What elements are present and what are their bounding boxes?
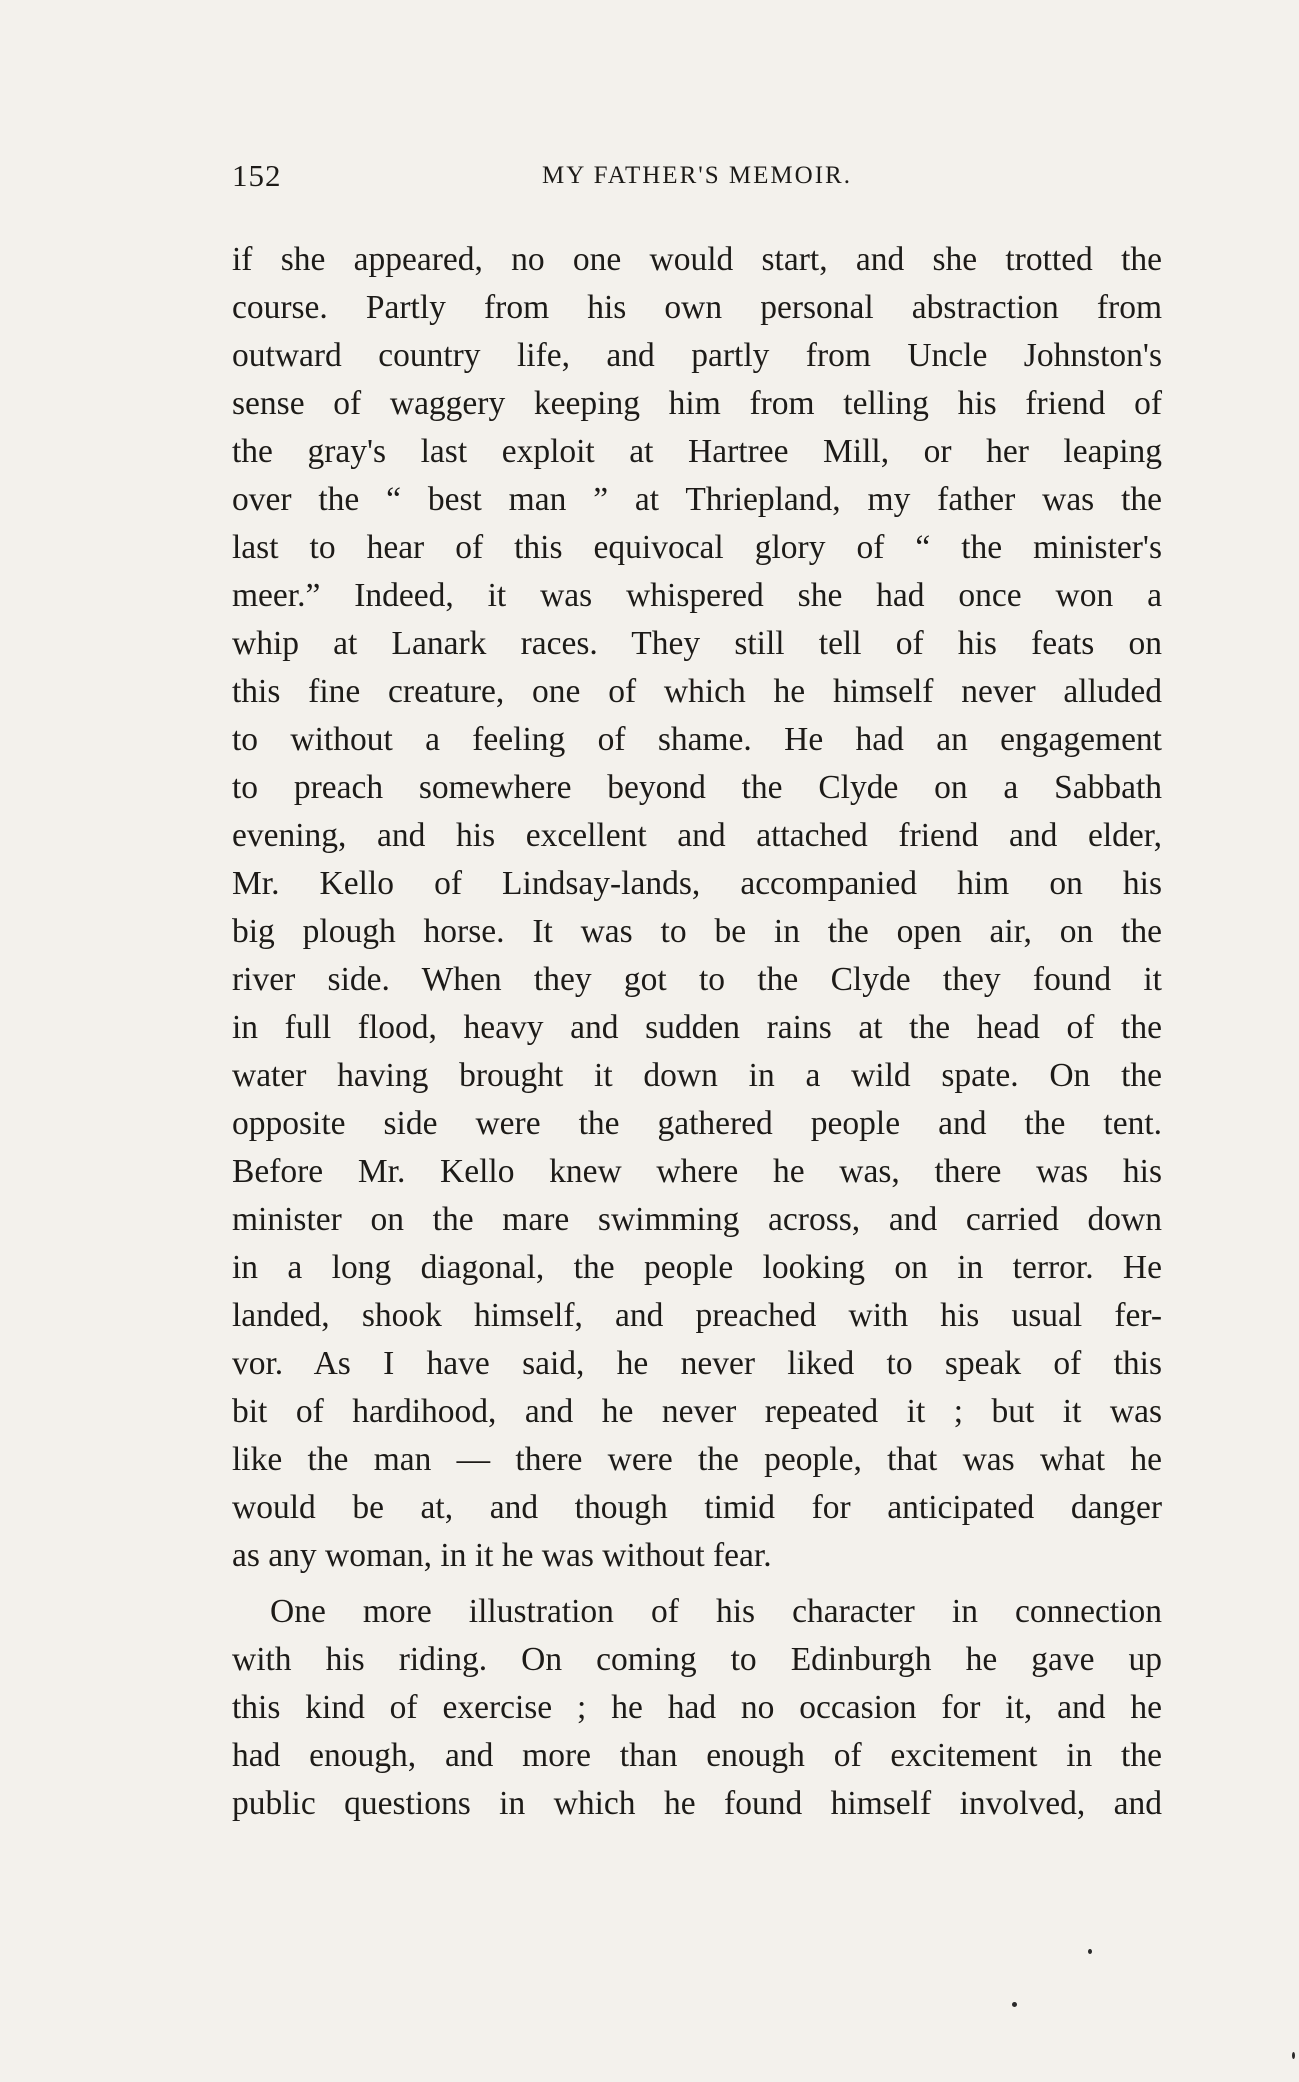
text-line: Before Mr. Kello knew where he was, there was his xyxy=(232,1153,1162,1190)
paragraph-2 xyxy=(232,1588,1162,1828)
text-line: vor. As I have said, he never liked to speak of this xyxy=(232,1345,1162,1382)
text-line: meer.” Indeed, it was whispered she had once won a xyxy=(232,577,1162,614)
text-line: public questions in which he found himself involved, and xyxy=(232,1785,1162,1822)
text-line: One more illustration of his character in connection xyxy=(270,1593,1162,1630)
text-line: in a long diagonal, the people looking on in terror. He xyxy=(232,1249,1162,1286)
text-line: course. Partly from his own personal abstraction from xyxy=(232,289,1162,326)
text-line: if she appeared, no one would start, and she trotted the xyxy=(232,241,1162,278)
text-line: minister on the mare swimming across, and carried down xyxy=(232,1201,1162,1238)
text-line: as any woman, in it he was without fear. xyxy=(232,1537,772,1574)
paragraph-1 xyxy=(232,236,1162,1580)
text-line: big plough horse. It was to be in the open air, on the xyxy=(232,913,1162,950)
ink-speck xyxy=(1292,2052,1295,2059)
ink-speck xyxy=(1088,1949,1092,1954)
text-line: would be at, and though timid for anticipated danger xyxy=(232,1489,1162,1526)
text-line: Mr. Kello of Lindsay-lands, accompanied him on his xyxy=(232,865,1162,902)
text-line: last to hear of this equivocal glory of “ the minister's xyxy=(232,529,1162,566)
text-line: opposite side were the gathered people and the tent. xyxy=(232,1105,1162,1142)
page-number: 152 xyxy=(232,158,282,193)
text-line: water having brought it down in a wild spate. On the xyxy=(232,1057,1162,1094)
text-line: evening, and his excellent and attached friend and elder, xyxy=(232,817,1162,854)
running-title: MY FATHER'S MEMOIR. xyxy=(542,162,852,189)
text-line: landed, shook himself, and preached with his usual fer- xyxy=(232,1297,1162,1334)
text-line: outward country life, and partly from Uncle Johnston's xyxy=(232,337,1162,374)
text-line: with his riding. On coming to Edinburgh he gave up xyxy=(232,1641,1162,1678)
text-line: bit of hardihood, and he never repeated it ; but it was xyxy=(232,1393,1162,1430)
running-head xyxy=(232,158,1162,198)
text-line: had enough, and more than enough of excitement in the xyxy=(232,1737,1162,1774)
text-line: to without a feeling of shame. He had an engagement xyxy=(232,721,1162,758)
text-line: whip at Lanark races. They still tell of his feats on xyxy=(232,625,1162,662)
text-line: this kind of exercise ; he had no occasion for it, and he xyxy=(232,1689,1162,1726)
text-line: in full flood, heavy and sudden rains at the head of the xyxy=(232,1009,1162,1046)
text-line: river side. When they got to the Clyde they found it xyxy=(232,961,1162,998)
text-line: over the “ best man ” at Thriepland, my father was the xyxy=(232,481,1162,518)
body-text xyxy=(232,236,1162,1828)
text-line: to preach somewhere beyond the Clyde on a Sabbath xyxy=(232,769,1162,806)
text-line: sense of waggery keeping him from telling his friend of xyxy=(232,385,1162,422)
text-line: the gray's last exploit at Hartree Mill, or her leaping xyxy=(232,433,1162,470)
ink-speck xyxy=(1012,2002,1017,2007)
text-line: this fine creature, one of which he himself never alluded xyxy=(232,673,1162,710)
text-line: like the man — there were the people, that was what he xyxy=(232,1441,1162,1478)
